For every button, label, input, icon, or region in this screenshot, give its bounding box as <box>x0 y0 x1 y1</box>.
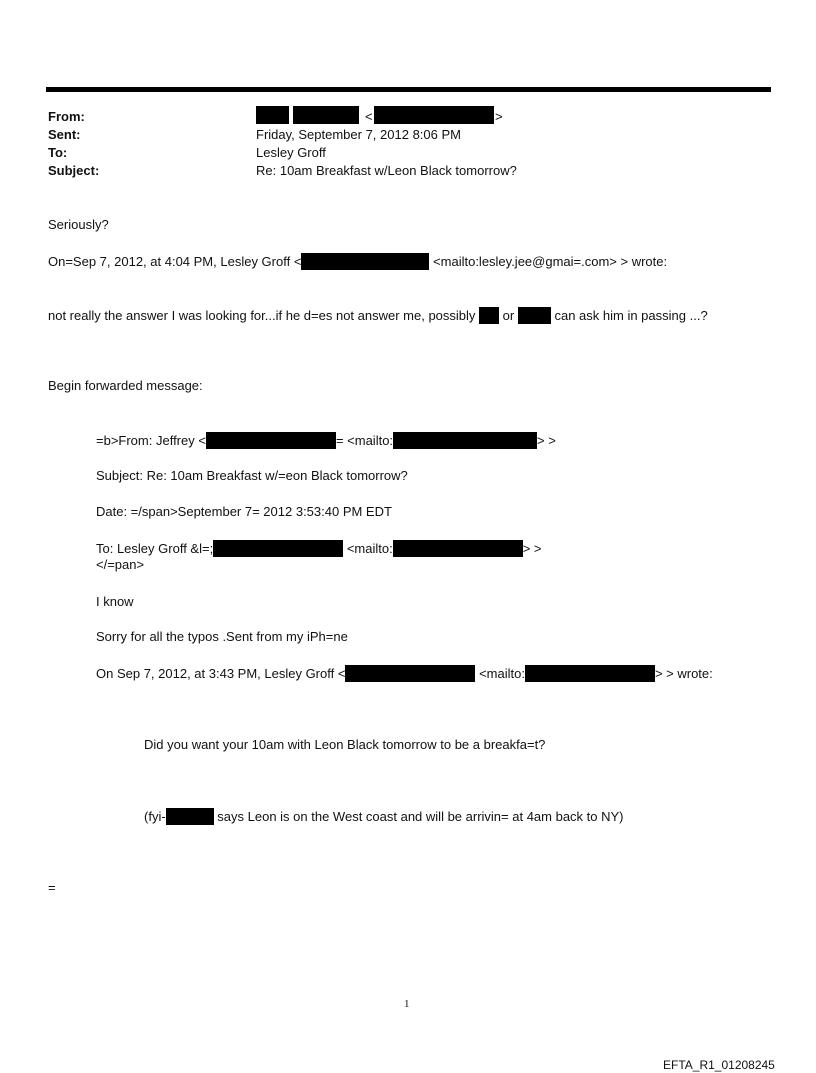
quote-fyi-end: says Leon is on the West coast and will be arrivin= at 4am back to NY) <box>217 809 624 824</box>
redaction-fwd-email-2 <box>393 432 537 449</box>
body-equals: = <box>48 880 56 895</box>
redaction-fwd-to-email-2 <box>393 540 523 557</box>
from-label: From: <box>48 109 85 124</box>
fwd-subject: Subject: Re: 10am Breakfast w/=eon Black tomorrow? <box>96 468 408 483</box>
fwd-on-end: > > wrote: <box>654 666 713 681</box>
redaction-fwd-to-email-1 <box>213 540 343 557</box>
subject-label: Subject: <box>48 163 100 178</box>
redaction-name-1 <box>479 307 499 324</box>
body-not-really-line <box>48 307 708 324</box>
redaction-from-email <box>374 106 494 124</box>
from-lt: < <box>365 109 373 124</box>
from-gt: > <box>495 109 503 124</box>
sent-label: Sent: <box>48 127 81 142</box>
footer-document-id: EFTA_R1_01208245 <box>663 1058 775 1072</box>
redaction-from-last <box>293 106 359 124</box>
fwd-to-start: To: Lesley Groff &l=; <box>96 541 214 556</box>
fwd-from-line <box>96 432 556 449</box>
fwd-from-end: > > <box>537 433 556 448</box>
fwd-to-mailto: <mailto: <box>346 541 393 556</box>
subject-value: Re: 10am Breakfast w/Leon Black tomorrow? <box>256 163 517 178</box>
body-not-really-end: can ask him in passing ...? <box>554 308 708 323</box>
body-on-line-end: <mailto:lesley.jee@gmai=.com> > wrote: <box>433 254 668 269</box>
redaction-fwd-on-email-2 <box>525 665 655 682</box>
fwd-to-span-close: </=pan> <box>96 557 145 572</box>
fwd-i-know: I know <box>96 594 134 609</box>
fwd-from-mailto: = <mailto: <box>335 433 394 448</box>
quote-breakfast: Did you want your 10am with Leon Black tomorrow to be a breakfa=t? <box>144 737 546 752</box>
fwd-from-start: =b>From: Jeffrey < <box>96 433 206 448</box>
fwd-to-end: > > <box>522 541 542 556</box>
quote-fyi-line <box>144 808 624 825</box>
to-label: To: <box>48 145 68 160</box>
body-not-really-start: not really the answer I was looking for...if he d=es not answer me, possibly <box>48 308 476 323</box>
redaction-fyi-name <box>166 808 214 825</box>
fwd-date: Date: =/span>September 7= 2012 3:53:40 PM EDT <box>96 504 392 519</box>
page-number: 1 <box>404 998 410 1010</box>
redaction-name-2 <box>518 307 551 324</box>
sent-value: Friday, September 7, 2012 8:06 PM <box>256 127 461 142</box>
redaction-fwd-email-1 <box>206 432 336 449</box>
body-seriously: Seriously? <box>48 217 109 232</box>
body-begin-forwarded: Begin forwarded message: <box>48 378 203 393</box>
redaction-email <box>301 253 429 270</box>
fwd-on-mailto: <mailto: <box>479 666 525 681</box>
body-or: or <box>502 308 515 323</box>
redaction-from-first <box>256 106 289 124</box>
body-on-line <box>48 253 667 270</box>
fwd-to-line <box>96 540 542 557</box>
fwd-on-start: On Sep 7, 2012, at 3:43 PM, Lesley Groff < <box>96 666 346 681</box>
to-value: Lesley Groff <box>256 145 326 160</box>
header-rule <box>46 87 771 92</box>
fwd-on-line <box>96 665 713 682</box>
quote-fyi-start: (fyi- <box>144 809 166 824</box>
fwd-sorry: Sorry for all the typos .Sent from my iPh=ne <box>96 629 348 644</box>
redaction-fwd-on-email-1 <box>345 665 475 682</box>
body-on-line-start: On=Sep 7, 2012, at 4:04 PM, Lesley Groff < <box>48 254 302 269</box>
